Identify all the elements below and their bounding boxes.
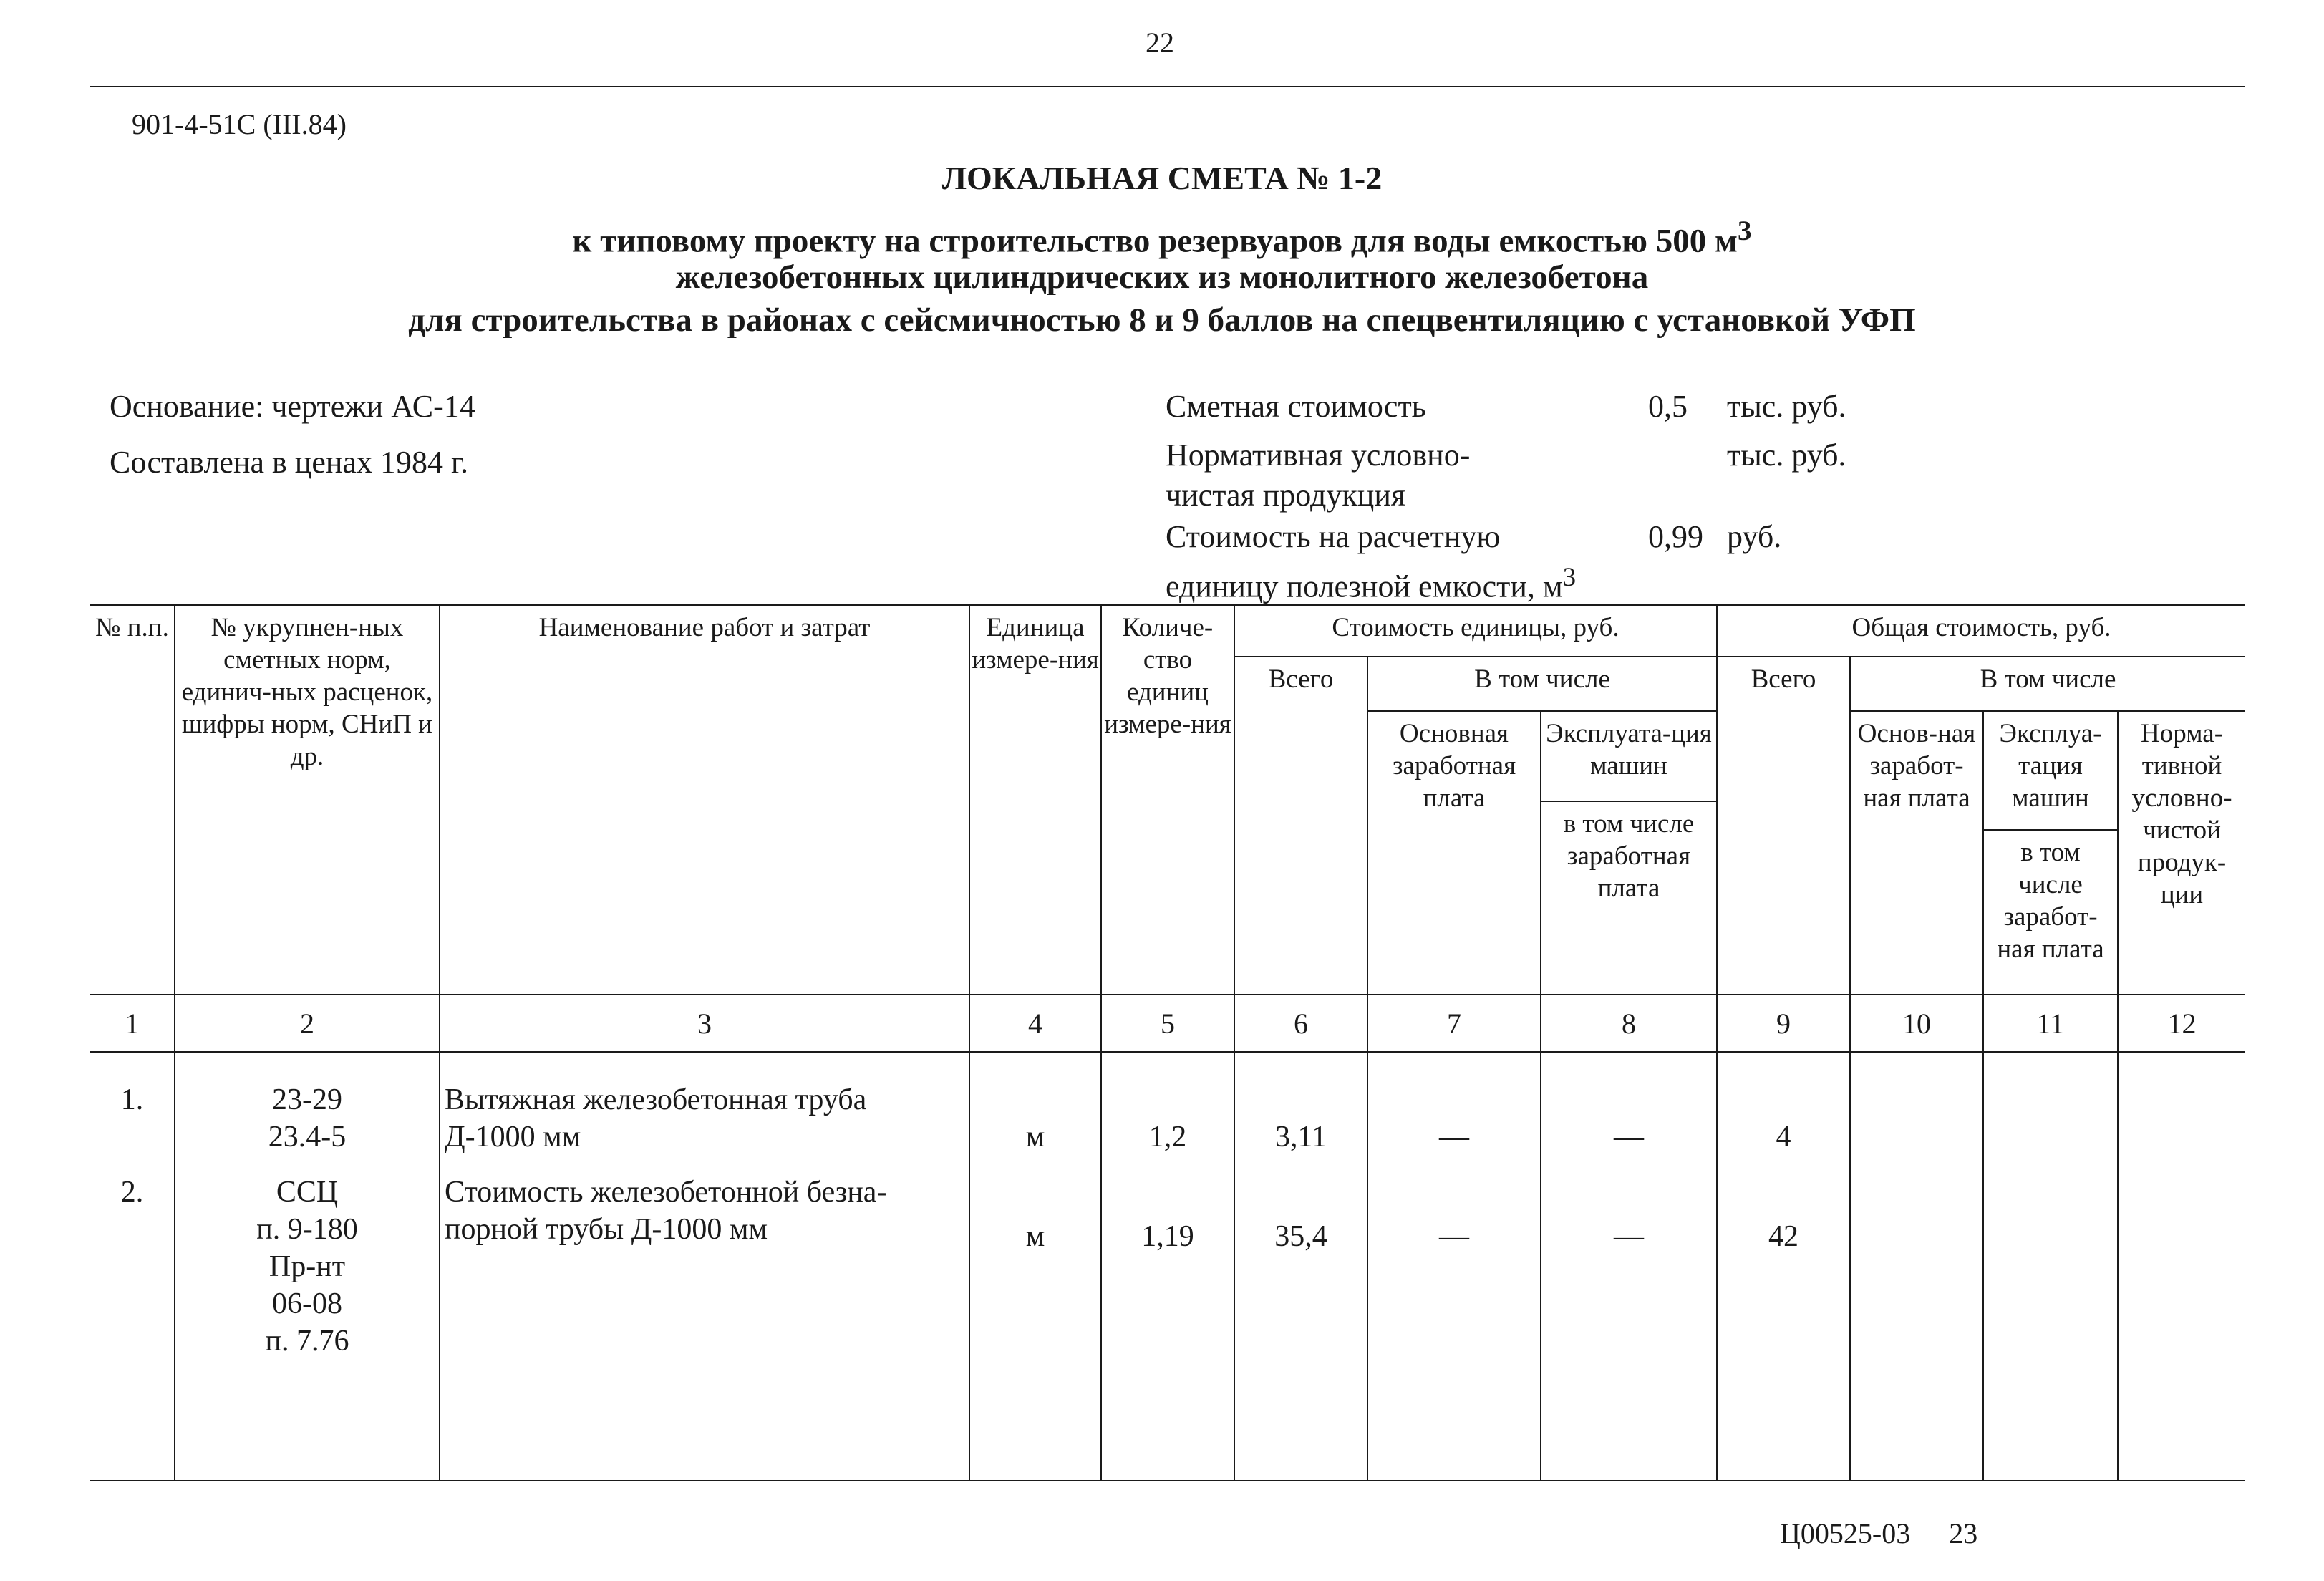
- row-total-machines: [1983, 1052, 2118, 1174]
- col-number: 7: [1367, 995, 1541, 1052]
- title-line-1: к типовому проекту на строительство резервуаров для воды емкостью 500 $м^3$: [572, 216, 1752, 260]
- row-code: 23-29 23.4-5: [175, 1052, 440, 1174]
- col-number: 1: [90, 995, 175, 1052]
- col-header-unit-salary: Основная заработная плата: [1367, 711, 1541, 995]
- col-number: 10: [1850, 995, 1983, 1052]
- col-number: 4: [969, 995, 1101, 1052]
- col-header-name: Наименование работ и затрат: [440, 605, 969, 995]
- row-normative: [2118, 1052, 2245, 1174]
- row-quantity: 1,19: [1101, 1174, 1234, 1480]
- normative-label: Нормативная условно- чистая продукция: [1166, 437, 1471, 513]
- unit-cost-unit: руб.: [1727, 519, 1782, 554]
- unit-cost-label: Стоимость на расчетную единицу полезной емкости, $м^3$: [1166, 519, 1577, 604]
- table-row: [90, 1052, 2245, 1174]
- row-total: 42: [1717, 1174, 1850, 1480]
- col-header-quantity: Количе-ство единиц измере-ния: [1101, 605, 1234, 995]
- col-number: 11: [1983, 995, 2118, 1052]
- cost-label: Сметная стоимость: [1166, 389, 1426, 424]
- page-number: 22: [1146, 26, 1174, 59]
- row-unit: м: [969, 1052, 1101, 1174]
- row-number: 1.: [90, 1052, 175, 1174]
- group-header-total-cost: Общая стоимость, руб.: [1717, 605, 2245, 657]
- col-number: 5: [1101, 995, 1234, 1052]
- row-name: Стоимость железобетонной безна- порной трубы Д-1000 мм: [440, 1174, 969, 1480]
- row-code: ССЦ п. 9-180 Пр-нт 06-08 п. 7.76: [175, 1174, 440, 1480]
- col-header-unit-total: Всего: [1234, 657, 1367, 995]
- title-line-3: для строительства в районах с сейсмичностью 8 и 9 баллов на спецвентиляцию с установкой УФП: [408, 301, 1916, 339]
- row-quantity: 1,2: [1101, 1052, 1234, 1174]
- row-unit-total: 35,4: [1234, 1174, 1367, 1480]
- row-total-salary: [1850, 1052, 1983, 1174]
- col-number: 3: [440, 995, 969, 1052]
- col-header-normative: Норма-тивной условно-чистой продук-ции: [2118, 711, 2245, 995]
- col-header-total-machines-salary: в том числе заработ-ная плата: [1983, 830, 2118, 995]
- footer: [1780, 1517, 2324, 1550]
- col-header-total: Всего: [1717, 657, 1850, 995]
- col-header-number: № п.п.: [90, 605, 175, 995]
- document-title: ЛОКАЛЬНАЯ СМЕТА № 1-2: [941, 160, 1383, 196]
- unit-cost-value: 0,99: [1648, 519, 1703, 554]
- footer-page-number: 23: [1949, 1517, 1978, 1549]
- col-header-unit-machines: Эксплуата-ция машин: [1541, 711, 1717, 801]
- row-unit: м: [969, 1174, 1101, 1480]
- cost-unit: тыс. руб.: [1727, 389, 1846, 424]
- subgroup-header-total-incl: В том числе: [1850, 657, 2245, 711]
- cost-value: 0,5: [1648, 389, 1688, 424]
- row-unit-total: 3,11: [1234, 1052, 1367, 1174]
- col-number: 2: [175, 995, 440, 1052]
- top-rule: [90, 86, 2245, 87]
- footer-code: Ц00525-03: [1780, 1517, 1911, 1549]
- col-header-total-salary: Основ-ная заработ-ная плата: [1850, 711, 1983, 995]
- title-line-2: железобетонных цилиндрических из монолитного железобетона: [675, 258, 1649, 296]
- row-number: 2.: [90, 1174, 175, 1480]
- row-name: Вытяжная железобетонная труба Д-1000 мм: [440, 1052, 969, 1174]
- col-header-unit: Единица измере-ния: [969, 605, 1101, 995]
- document-code: 901-4-51С (III.84): [132, 108, 347, 140]
- subgroup-header-unit-incl: В том числе: [1367, 657, 1717, 711]
- col-number: 12: [2118, 995, 2245, 1052]
- row-total: 4: [1717, 1052, 1850, 1174]
- row-total-machines: [1983, 1174, 2118, 1480]
- normative-unit: тыс. руб.: [1727, 437, 1846, 473]
- row-unit-salary: —: [1367, 1174, 1541, 1480]
- col-header-total-machines: Эксплуа-тация машин: [1983, 711, 2118, 830]
- row-unit-machines: —: [1541, 1174, 1717, 1480]
- row-total-salary: [1850, 1174, 1983, 1480]
- col-header-code: № укрупнен-ных сметных норм, единич-ных расценок, шифры норм, СНиП и др.: [175, 605, 440, 995]
- col-number: 6: [1234, 995, 1367, 1052]
- table-row: [90, 1174, 2245, 1480]
- estimate-table: [90, 604, 2245, 1481]
- row-normative: [2118, 1174, 2245, 1480]
- col-number: 8: [1541, 995, 1717, 1052]
- col-header-unit-machines-salary: в том числе заработная плата: [1541, 801, 1717, 995]
- table-bottom-rule: [90, 1480, 2245, 1481]
- column-numbers-row: [90, 995, 2245, 1052]
- col-number: 9: [1717, 995, 1850, 1052]
- row-unit-machines: —: [1541, 1052, 1717, 1174]
- group-header-unit-cost: Стоимость единицы, руб.: [1234, 605, 1717, 657]
- basis-text: Основание: чертежи АС-14: [110, 389, 475, 424]
- prices-text: Составлена в ценах 1984 г.: [110, 445, 469, 480]
- row-unit-salary: —: [1367, 1052, 1541, 1174]
